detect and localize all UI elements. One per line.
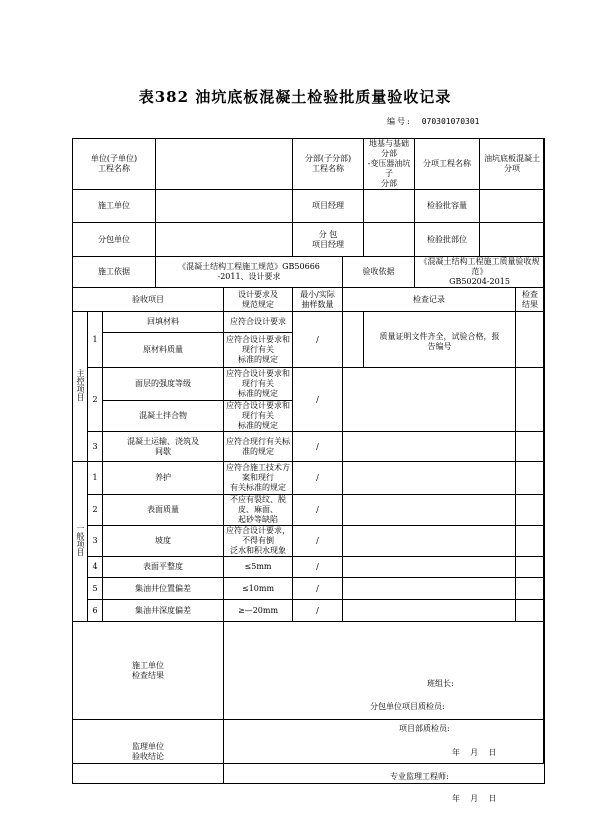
main-item-req: 应符合设计要求和现行有关 标准的规定 [224,333,293,368]
general-row-no: 2 [88,495,103,526]
main-item-name: 原材料质量 [103,333,224,368]
general-result[interactable] [516,526,545,557]
general-item-req: 应符合设计要求，不得有倒 泛水和积水现象 [224,526,293,557]
sub-manager-value[interactable] [364,223,415,257]
general-record[interactable] [343,557,516,578]
main-item-req: 应符合现行有关标准的规定 [224,432,293,462]
basis-value: 《混凝土结构工程施工规范》GB50666 -2011、设计要求 [156,257,343,288]
construction-unit-value[interactable] [156,190,293,223]
form-number [387,116,480,127]
accept-basis-label: 验收依据 [343,257,415,288]
construction-check-area[interactable] [224,622,545,757]
main-record[interactable]: 质量证明文件齐全，试验合格，报 告编号 [364,312,516,368]
general-sample[interactable]: / [293,600,343,622]
general-sample[interactable]: / [293,495,343,526]
subitem-name-label: 分项工程名称 [415,139,480,190]
general-item-name: 坡度 [103,526,224,557]
general-item-name: 表面平整度 [103,557,224,578]
construction-unit-label: 施工单位 [73,190,156,223]
col-sample-header: 最小/实际 抽样数量 [293,288,343,312]
supervision-label: 监理单位 验收结论 [73,720,224,784]
construction-check-label: 施工单位 检查结果 [73,622,224,720]
main-sample[interactable]: / [293,432,343,462]
general-item-req: 应符合施工技术方案和现行 有关标准的规定 [224,462,293,495]
general-result[interactable] [516,462,545,495]
col-record-header: 检查记录 [343,288,516,312]
general-sample[interactable]: / [293,462,343,495]
supervision-date: 年 月 日 [452,793,497,803]
unit-name-label: 单位(子单位) 工程名称 [73,139,156,190]
general-item-name: 表面质量 [103,495,224,526]
general-sample[interactable]: / [293,526,343,557]
general-item-req: ≤10mm [224,578,293,600]
main-row-no: 1 [88,312,103,368]
batch-location-value[interactable] [480,223,545,257]
team-leader-label: 班组长: [427,678,454,688]
general-record[interactable] [343,578,516,600]
part-name-label: 分部(子分部) 工程名称 [293,139,364,190]
general-item-name: 养护 [103,462,224,495]
main-item-name: 混凝土拌合物 [103,401,224,432]
sub-unit-label: 分包单位 [73,223,156,257]
general-sample[interactable]: / [293,578,343,600]
main-item-req: 应符合设计要求 [224,312,293,333]
main-row-no: 3 [88,432,103,462]
general-result[interactable] [516,600,545,622]
main-item-name: 混凝土运输、浇筑及 间歇 [103,432,224,462]
project-manager-value[interactable] [364,190,415,223]
unit-name-value[interactable] [156,139,293,190]
general-row-no: 4 [88,557,103,578]
supervision-engineer-label: 专业监理工程师: [390,771,449,781]
project-inspector-label: 项目部质检员: [399,723,450,733]
main-result[interactable] [516,312,545,368]
col-result-header: 检查 结果 [516,288,545,312]
main-sample[interactable]: / [293,312,343,368]
main-item-req: 应符合设计要求和现行有关 标准的规定 [224,401,293,432]
page-title: 表382 油坑底板混凝土检验批质量验收记录 [138,88,452,106]
check-date: 年 月 日 [452,747,497,757]
main-record[interactable] [343,432,516,462]
main-item-req: 应符合设计要求和现行有关 标准的规定 [224,368,293,401]
main-item-name: 回填材料 [103,312,224,333]
sub-inspector-label: 分包单位项目质检员: [370,701,445,711]
general-item-req: ≥—20mm [224,600,293,622]
batch-capacity-value[interactable] [480,190,545,223]
general-group-label: 一般项目 [73,462,88,622]
general-record[interactable] [343,600,516,622]
main-item-name: 面层的强度等级 [103,368,224,401]
main-group-label: 主控项目 [73,312,88,462]
general-row-no: 5 [88,578,103,600]
general-result[interactable] [516,495,545,526]
general-record[interactable] [343,526,516,557]
form-number-value: 070301070301 [421,117,480,126]
main-record[interactable] [343,368,516,432]
general-result[interactable] [516,578,545,600]
general-sample[interactable]: / [293,557,343,578]
sub-unit-value[interactable] [156,223,293,257]
project-manager-label: 项目经理 [293,190,364,223]
general-row-no: 6 [88,600,103,622]
general-row-no: 3 [88,526,103,557]
form-number-label: 编号: [387,117,412,126]
supervision-area[interactable] [224,720,545,803]
record-spacer [343,312,364,368]
general-record[interactable] [343,462,516,495]
basis-label: 施工依据 [73,257,156,288]
general-item-req: ≤5mm [224,557,293,578]
general-item-name: 集油井深度偏差 [103,600,224,622]
sub-manager-label: 分 包 项目经理 [293,223,364,257]
general-item-name: 集油井位置偏差 [103,578,224,600]
batch-capacity-label: 检验批容量 [415,190,480,223]
inspection-table [72,138,545,803]
batch-location-label: 检验批部位 [415,223,480,257]
general-item-req: 不应有裂纹、脱皮、麻面、 起砂等缺陷 [224,495,293,526]
general-result[interactable] [516,557,545,578]
col-design-header: 设计要求及 规范规定 [224,288,293,312]
main-row-no: 2 [88,368,103,432]
main-result[interactable] [516,432,545,462]
main-sample[interactable]: / [293,368,343,432]
general-record[interactable] [343,495,516,526]
col-item-header: 验收项目 [73,288,224,312]
part-name-value: 地基与基础分部 -变压器油坑子 分部 [364,139,415,190]
accept-basis-value: 《混凝土结构工程施工质量验收规范》 GB50204-2015 [415,257,545,288]
subitem-name-value: 油坑底板混凝土 分项 [480,139,545,190]
main-result[interactable] [516,368,545,432]
general-row-no: 1 [88,462,103,495]
